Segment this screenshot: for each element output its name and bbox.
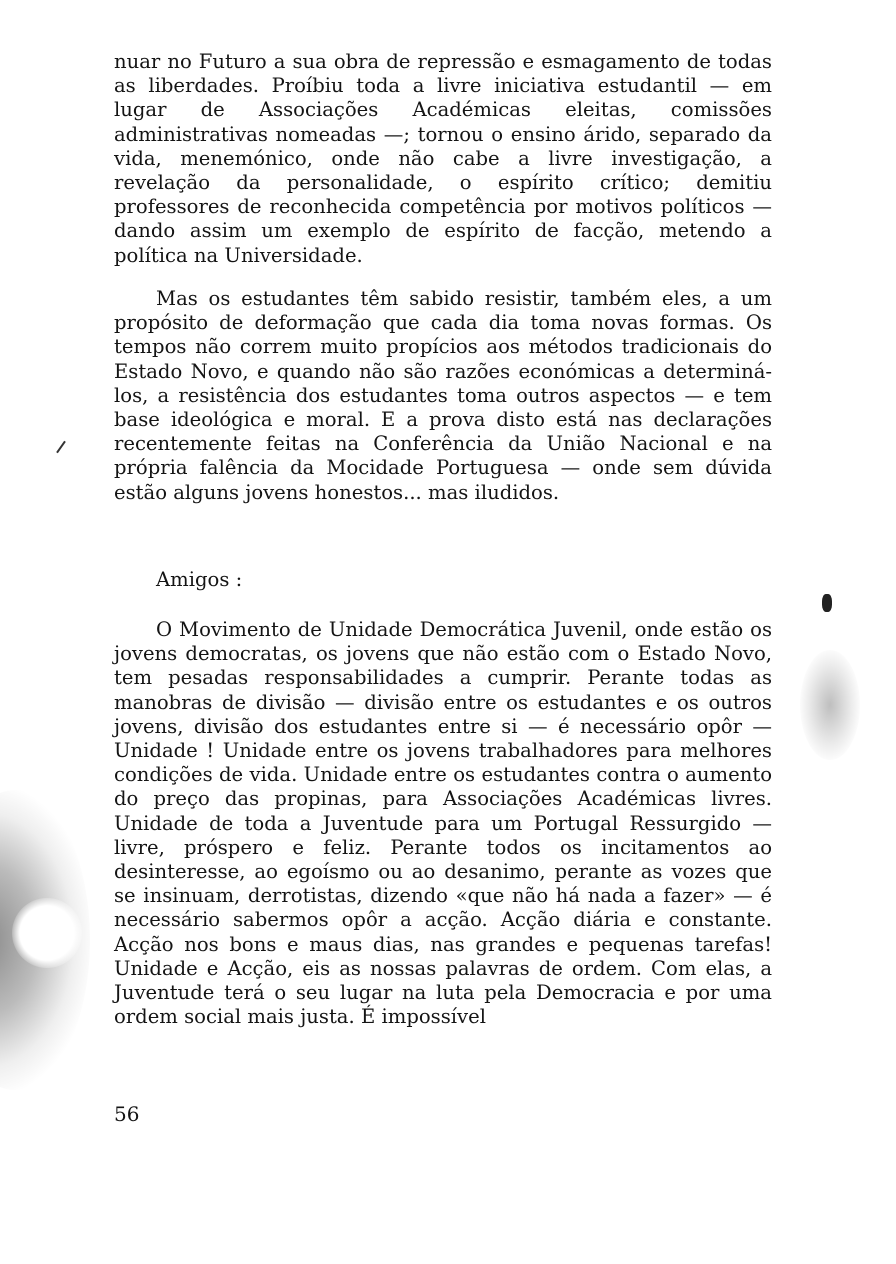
scan-artifact-left	[0, 790, 90, 1090]
margin-tick-mark	[56, 441, 66, 454]
paragraph-repression: nuar no Futuro a sua obra de repressão e esmagamento de todas as liberdades. Proíbiu toda a livre iniciativa estudantil — em lugar de Associações Académicas eleitas, comissões administrativas nomeadas —; tornou o ensino árido, separado da vida, menemónico, onde não cabe a livre investigação, a revelação da personalidade, o espírito crítico; demitiu professores de reconhecida competência por motivos políticos — dando assim um exemplo de espírito de facção, metendo a política na Universidade.	[114, 50, 772, 267]
ink-spot-mark	[822, 594, 832, 612]
paragraph-unity-movement: O Movimento de Unidade Democrática Juvenil, onde estão os jovens democratas, os jovens que não estão com o Estado Novo, tem pesadas responsabilidades a cumprir. Perante todas as manobras de divisão — divisão entre os estudantes e os outros jovens, divisão dos estudantes entre si — é necessário opôr — Unidade ! Unidade entre os jovens trabalhadores para melhores condições de vida. Unidade entre os estudantes contra o aumento do preço das propinas, para Associações Académicas livres. Unidade de toda a Juventude para um Portugal Ressurgido — livre, próspero e feliz. Perante todos os incitamentos ao desinteresse, ao egoísmo ou ao desanimo, perante as vozes que se insinuam, derrotistas, dizendo «que não há nada a fazer» — é necessário sabermos opôr a acção. Acção diária e constante. Acção nos bons e maus dias, nas grandes e pequenas tarefas! Unidade e Acção, eis as nossas palavras de ordem. Com elas, a Juventude terá o seu lugar na luta pela Democracia e por uma ordem social mais justa. É impossível	[114, 618, 772, 1029]
page-number: 56	[114, 1102, 140, 1126]
scan-artifact-right	[800, 650, 860, 760]
paragraph-block-continuation	[114, 50, 772, 268]
salutation-heading: Amigos :	[156, 568, 243, 591]
paragraph-block-movement	[114, 618, 772, 1029]
paragraph-block-resistance	[114, 287, 772, 505]
scan-artifact-punch-hole	[12, 898, 82, 968]
paragraph-student-resistance: Mas os estudantes têm sabido resistir, também eles, a um propósito de deformação que cada dia toma novas formas. Os tempos não correm muito propícios aos métodos tradicionais do Estado Novo, e quando não são razões económicas a determiná-los, a resistência dos estudantes toma outros aspectos — e tem base ideológica e moral. E a prova disto está nas declarações recentemente feitas na Conferência da União Nacional e na própria falência da Mocidade Portuguesa — onde sem dúvida estão alguns jovens honestos... mas iludidos.	[114, 287, 772, 504]
